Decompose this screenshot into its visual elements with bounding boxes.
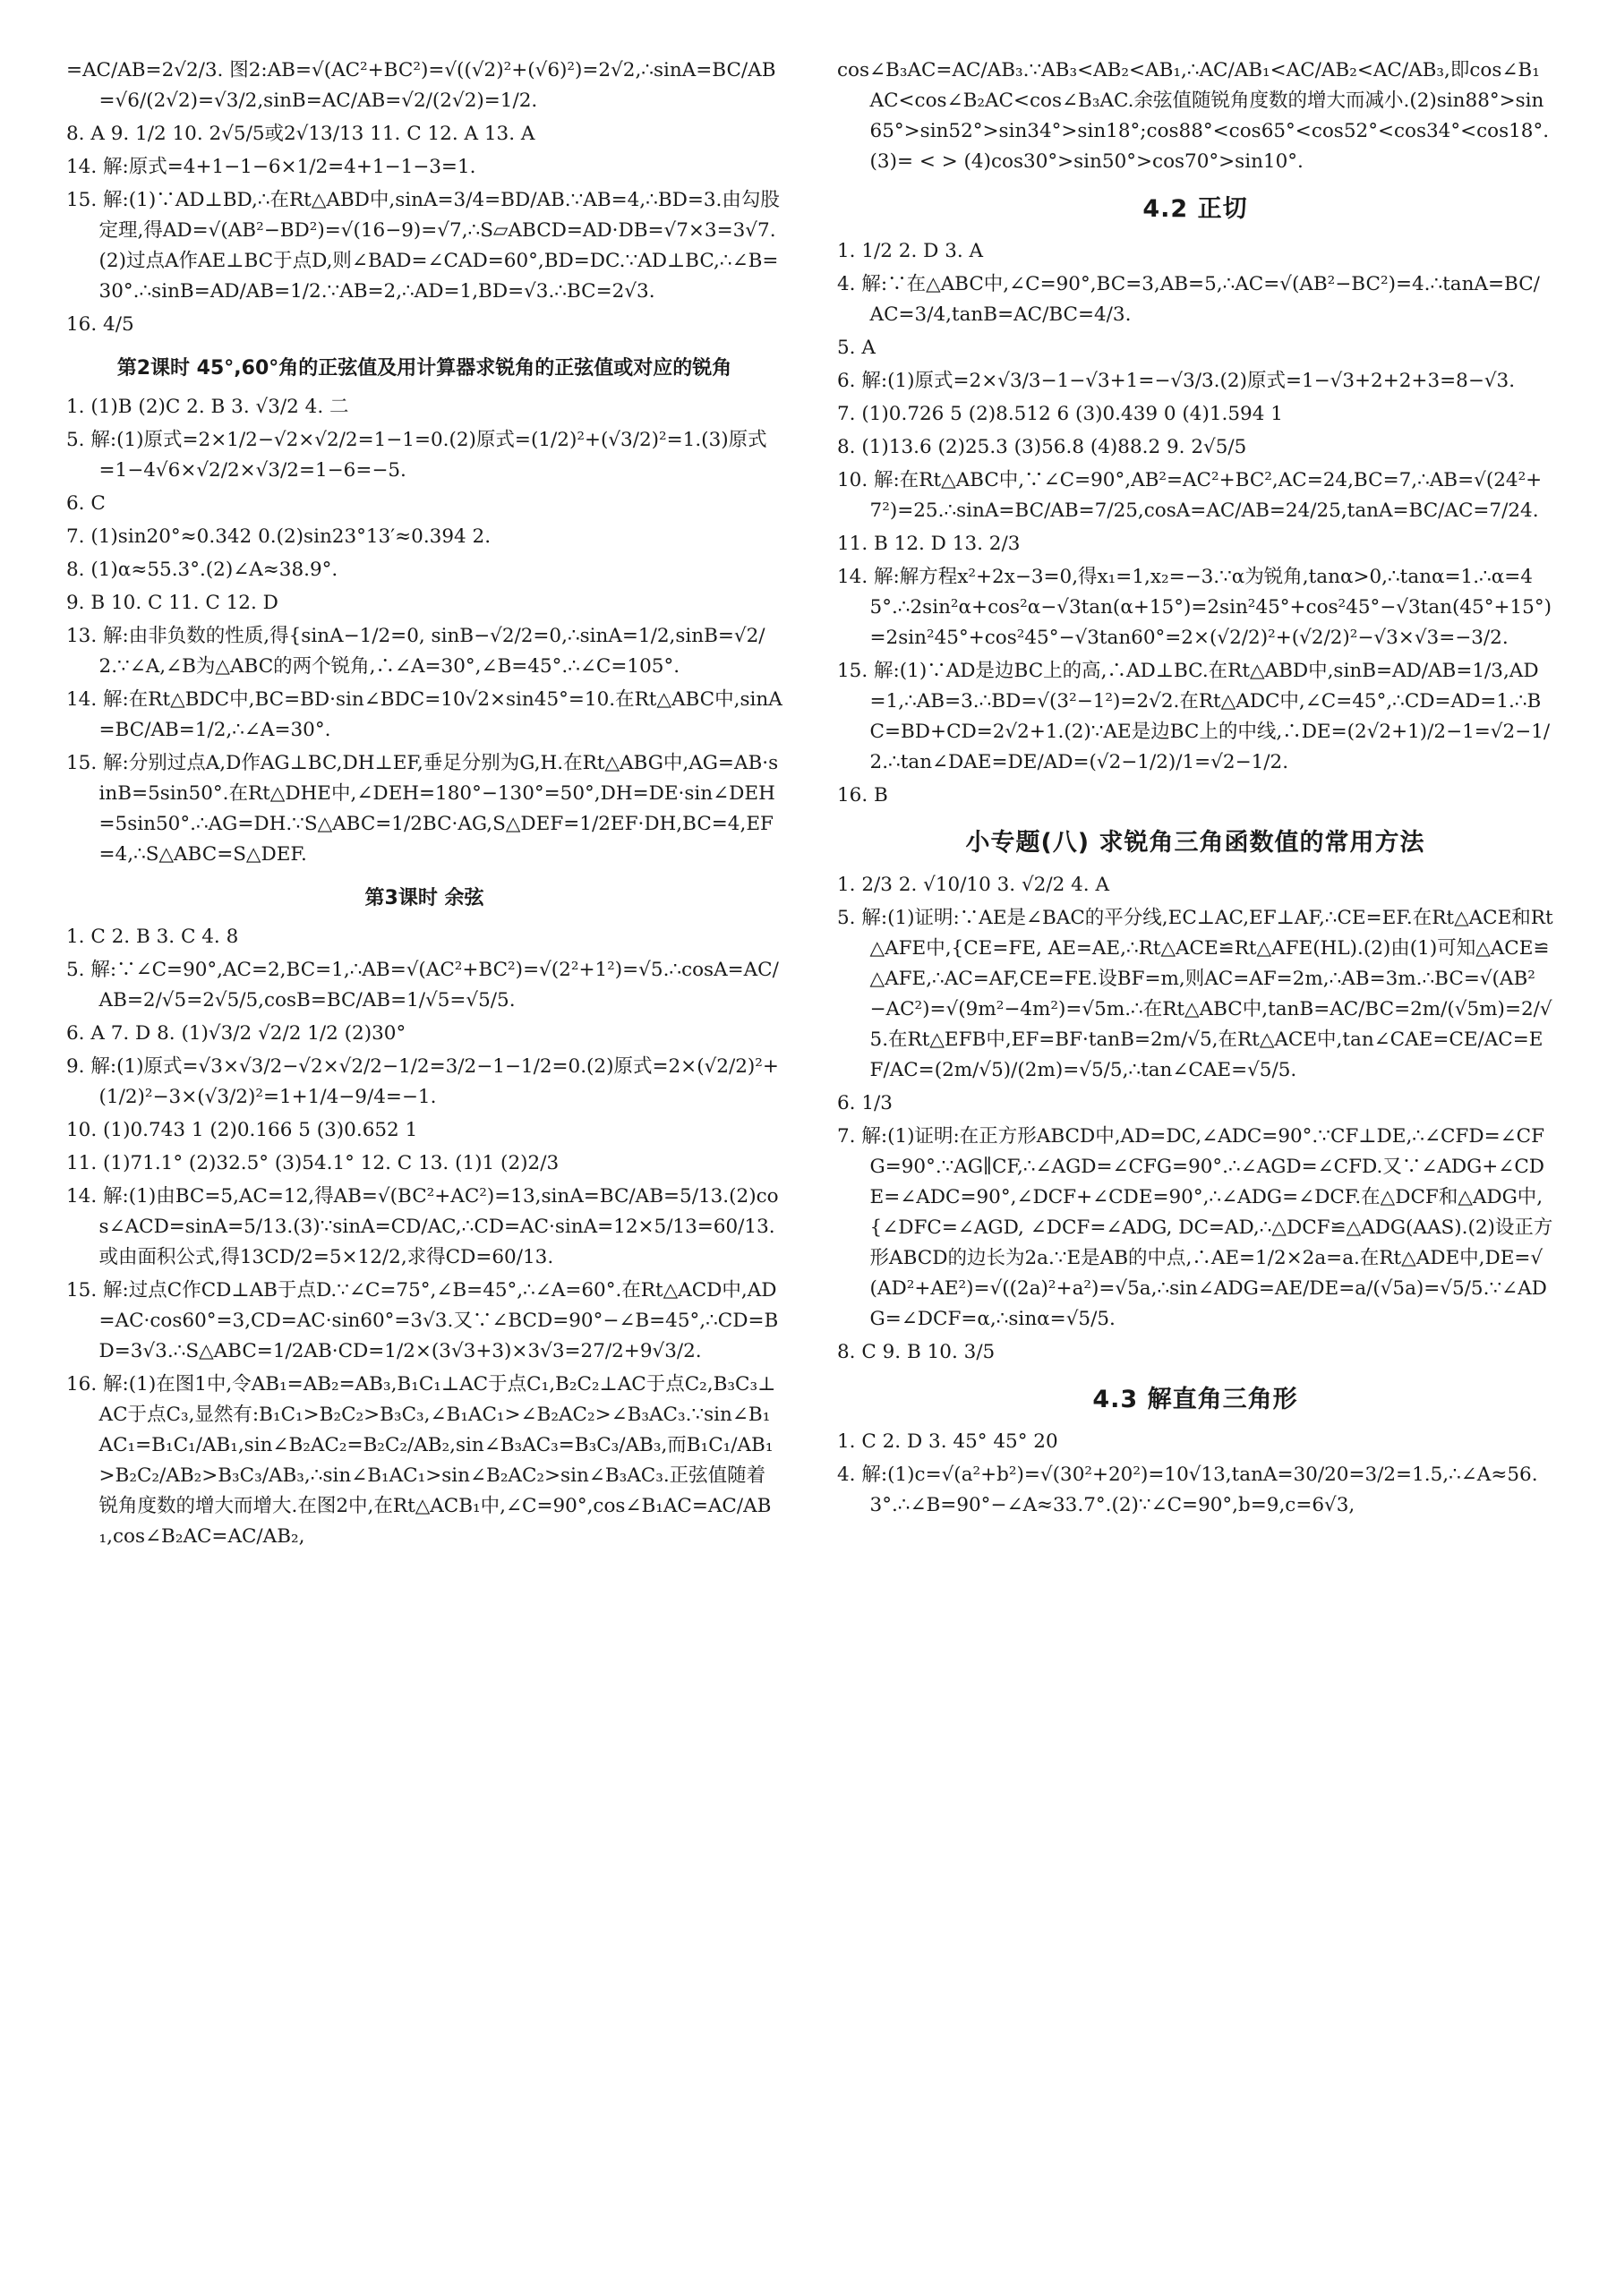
answer-item: 8. A 9. 1/2 10. 2√5/5或2√13/13 11. C 12. A 13. A — [66, 123, 535, 145]
answer-item: 11. B 12. D 13. 2/3 — [837, 533, 1021, 555]
answer-item: 6. 1/3 — [837, 1092, 893, 1114]
answer-item: 13. 解:由非负数的性质,得{sinA−1/2=0, sinB−√2/2=0,∴sinA=1/2,sinB=√2/2.∵∠A,∠B为△ABC的两个锐角,∴∠A=30°,∠B=45°.∴∠C=105°. — [66, 625, 765, 678]
answer-item: 1. 1/2 2. D 3. A — [837, 240, 984, 262]
left-column — [66, 55, 782, 1555]
answer-item: 6. C — [66, 492, 106, 515]
answer-item: 8. (1)13.6 (2)25.3 (3)56.8 (4)88.2 9. 2√5/5 — [837, 436, 1247, 458]
answer-item: 15. 解:(1)∵AD⊥BD,∴在Rt△ABD中,sinA=3/4=BD/AB.∵AB=4,∴BD=3.由勾股定理,得AD=√(AB²−BD²)=√(16−9)=√7,∴S▱ABCD=AD·DB=√7×3=3√7.(2)过点A作AE⊥BC于点D,则∠BAD=∠CAD=60°,BD=DC.∵AD⊥BC,∴∠B=30°.∴sinB=AD/AB=1/2.∵AB=2,∴AD=1,BD=√3.∴BC=2√3. — [66, 189, 780, 303]
section-heading: 4.3 解直角三角形 — [1092, 1386, 1298, 1413]
answer-item: 8. C 9. B 10. 3/5 — [837, 1341, 996, 1363]
answer-item: 1. C 2. D 3. 45° 45° 20 — [837, 1430, 1058, 1453]
answer-item: 4. 解:∵在△ABC中,∠C=90°,BC=3,AB=5,∴AC=√(AB²−BC²)=4.∴tanA=BC/AC=3/4,tanB=AC/BC=4/3. — [837, 273, 1540, 326]
answer-item: 16. 解:(1)在图1中,令AB₁=AB₂=AB₃,B₁C₁⊥AC于点C₁,B₂C₂⊥AC于点C₂,B₃C₃⊥AC于点C₃,显然有:B₁C₁>B₂C₂>B₃C₃,∠B₁AC₁>∠B₂AC₂>∠B₃AC₃.∵sin∠B₁AC₁=B₁C₁/AB₁,sin∠B₂AC₂=B₂C₂/AB₂,sin∠B₃AC₃=B₃C₃/AB₃,而B₁C₁/AB₁>B₂C₂/AB₂>B₃C₃/AB₃,∴sin∠B₁AC₁>sin∠B₂AC₂>sin∠B₃AC₃.正弦值随着锐角度数的增大而增大.在图2中,在Rt△ACB₁中,∠C=90°,cos∠B₁AC=AC/AB₁,cos∠B₂AC=AC/AB₂, — [66, 1373, 776, 1548]
section-heading: 第3课时 余弦 — [364, 887, 484, 909]
answer-item: 9. 解:(1)原式=√3×√3/2−√2×√2/2−1/2=3/2−1−1/2=0.(2)原式=2×(√2/2)²+(1/2)²−3×(√3/2)²=1+1/4−9/4=−1. — [66, 1055, 779, 1108]
answer-item: 8. (1)α≈55.3°.(2)∠A≈38.9°. — [66, 559, 338, 581]
section-heading: 第2课时 45°,60°角的正弦值及用计算器求锐角的正弦值或对应的锐角 — [116, 357, 732, 380]
answer-item: 14. 解:解方程x²+2x−3=0,得x₁=1,x₂=−3.∵α为锐角,tanα>0,∴tanα=1.∴α=45°.∴2sin²α+cos²α−√3tan(α+15°)=2sin²45°+cos²45°−√3tan(45°+15°)=2sin²45°+cos²45°−√3tan60°=2×(√2/2)²+(√2/2)²−√3×√3=−3/2. — [837, 566, 1552, 649]
answer-item: 1. (1)B (2)C 2. B 3. √3/2 4. 二 — [66, 396, 349, 418]
answer-item: 5. 解:(1)证明:∵AE是∠BAC的平分线,EC⊥AC,EF⊥AF,∴CE=EF.在Rt△ACE和Rt△AFE中,{CE=FE, AE=AE,∴Rt△ACE≌Rt△AFE(HL).(2)由(1)可知△ACE≌△AFE,∴AC=AF,CE=FE.设BF=m,则AC=AF=2m,∴AB=3m.∴BC=√(AB²−AC²)=√(9m²−4m²)=√5m.∴在Rt△ABC中,tanB=AC/BC=2m/(√5m)=2/√5.在Rt△EFB中,EF=BF·tanB=2m/√5,在Rt△ACE中,tan∠CAE=CE/AC=EF/AC=(2m/√5)/(2m)=√5/5,∴tan∠CAE=√5/5. — [837, 907, 1553, 1081]
answer-item: 5. 解:(1)原式=2×1/2−√2×√2/2=1−1=0.(2)原式=(1/2)²+(√3/2)²=1.(3)原式=1−4√6×√2/2×√3/2=1−6=−5. — [66, 429, 767, 482]
answer-item: 1. C 2. B 3. C 4. 8 — [66, 926, 239, 948]
answer-item: 14. 解:(1)由BC=5,AC=12,得AB=√(BC²+AC²)=13,sinA=BC/AB=5/13.(2)cos∠ACD=sinA=5/13.(3)∵sinA=CD/AC,∴CD=AC·sinA=12×5/13=60/13.或由面积公式,得13CD/2=5×12/2,求得CD=60/13. — [66, 1185, 779, 1268]
answer-item: 6. 解:(1)原式=2×√3/3−1−√3+1=−√3/3.(2)原式=1−√3+2+2+3=8−√3. — [837, 370, 1516, 392]
answer-item: cos∠B₃AC=AC/AB₃.∵AB₃<AB₂<AB₁,∴AC/AB₁<AC/AB₂<AC/AB₃,即cos∠B₁AC<cos∠B₂AC<cos∠B₃AC.余弦值随锐角度数的增大而减小.(2)sin88°>sin65°>sin52°>sin34°>sin18°;cos88°<cos65°<cos52°<cos34°<cos18°.(3)= < > (4)cos30°>sin50°>cos70°>sin10°. — [837, 59, 1550, 173]
section-heading: 4.2 正切 — [1142, 195, 1248, 223]
answer-item: =AC/AB=2√2/3. 图2:AB=√(AC²+BC²)=√((√2)²+(√6)²)=2√2,∴sinA=BC/AB=√6/(2√2)=√3/2,sinB=AC/AB=√2/(2√2)=1/2. — [66, 59, 776, 112]
answer-item: 7. (1)sin20°≈0.342 0.(2)sin23°13′≈0.394 2. — [66, 525, 492, 548]
answer-item: 5. 解:∵∠C=90°,AC=2,BC=1,∴AB=√(AC²+BC²)=√(2²+1²)=√5.∴cosA=AC/AB=2/√5=2√5/5,cosB=BC/AB=1/√5=√5/5. — [66, 959, 779, 1011]
answer-item: 15. 解:过点C作CD⊥AB于点D.∵∠C=75°,∠B=45°,∴∠A=60°.在Rt△ACD中,AD=AC·cos60°=3,CD=AC·sin60°=3√3.又∵∠BCD=90°−∠B=45°,∴CD=BD=3√3.∴S△ABC=1/2AB·CD=1/2×(3√3+3)×3√3=27/2+9√3/2. — [66, 1279, 779, 1362]
answer-item: 1. 2/3 2. √10/10 3. √2/2 4. A — [837, 874, 1109, 896]
answer-item: 14. 解:在Rt△BDC中,BC=BD·sin∠BDC=10√2×sin45°=10.在Rt△ABC中,sinA=BC/AB=1/2,∴∠A=30°. — [66, 688, 782, 741]
answer-item: 7. (1)0.726 5 (2)8.512 6 (3)0.439 0 (4)1.594 1 — [837, 403, 1283, 425]
answer-item: 10. 解:在Rt△ABC中,∵∠C=90°,AB²=AC²+BC²,AC=24,BC=7,∴AB=√(24²+7²)=25.∴sinA=BC/AB=7/25,cosA=AC/AB=24/25,tanA=BC/AC=7/24. — [837, 469, 1543, 522]
answer-item: 6. A 7. D 8. (1)√3/2 √2/2 1/2 (2)30° — [66, 1022, 406, 1045]
section-heading: 小专题(八) 求锐角三角函数值的常用方法 — [965, 829, 1425, 857]
answer-item: 5. A — [837, 337, 876, 359]
answer-item: 11. (1)71.1° (2)32.5° (3)54.1° 12. C 13. (1)1 (2)2/3 — [66, 1152, 560, 1174]
answer-item: 7. 解:(1)证明:在正方形ABCD中,AD=DC,∠ADC=90°.∵CF⊥DE,∴∠CFD=∠CFG=90°.∵AG∥CF,∴∠AGD=∠CFG=90°.∴∠AGD=∠CFD.又∵∠ADG+∠CDE=∠ADC=90°,∠DCF+∠CDE=90°,∴∠ADG=∠DCF.在△DCF和△ADG中,{∠DFC=∠AGD, ∠DCF=∠ADG, DC=AD,∴△DCF≌△ADG(AAS).(2)设正方形ABCD的边长为2a.∵E是AB的中点,∴AE=1/2×2a=a.在Rt△ADE中,DE=√(AD²+AE²)=√((2a)²+a²)=√5a,∴sin∠ADG=AE/DE=a/(√5a)=√5/5.∵∠ADG=∠DCF=α,∴sinα=√5/5. — [837, 1125, 1553, 1330]
answer-item: 9. B 10. C 11. C 12. D — [66, 592, 278, 614]
answer-item: 4. 解:(1)c=√(a²+b²)=√(30²+20²)=10√13,tanA=30/20=3/2=1.5,∴∠A≈56.3°.∴∠B=90°−∠A≈33.7°.(2)∵∠C=90°,b=9,c=6√3, — [837, 1464, 1538, 1516]
answer-item: 15. 解:(1)∵AD是边BC上的高,∴AD⊥BC.在Rt△ABD中,sinB=AD/AB=1/3,AD=1,∴AB=3.∴BD=√(3²−1²)=2√2.在Rt△ADC中,∠C=45°,∴CD=AD=1.∴BC=BD+CD=2√2+1.(2)∵AE是边BC上的中线,∴DE=(2√2+1)/2−1=√2−1/2.∴tan∠DAE=DE/AD=(√2−1/2)/1=√2−1/2. — [837, 660, 1551, 773]
answer-item: 14. 解:原式=4+1−1−6×1/2=4+1−1−3=1. — [66, 156, 476, 178]
answer-item: 10. (1)0.743 1 (2)0.166 5 (3)0.652 1 — [66, 1119, 418, 1141]
answer-item: 16. 4/5 — [66, 313, 134, 336]
answer-item: 15. 解:分别过点A,D作AG⊥BC,DH⊥EF,垂足分别为G,H.在Rt△ABG中,AG=AB·sinB=5sin50°.在Rt△DHE中,∠DEH=180°−130°=50°,DH=DE·sin∠DEH=5sin50°.∴AG=DH.∵S△ABC=1/2BC·AG,S△DEF=1/2EF·DH,BC=4,EF=4,∴S△ABC=S△DEF. — [66, 752, 779, 866]
answer-item: 16. B — [837, 784, 888, 807]
right-column — [837, 55, 1553, 1524]
